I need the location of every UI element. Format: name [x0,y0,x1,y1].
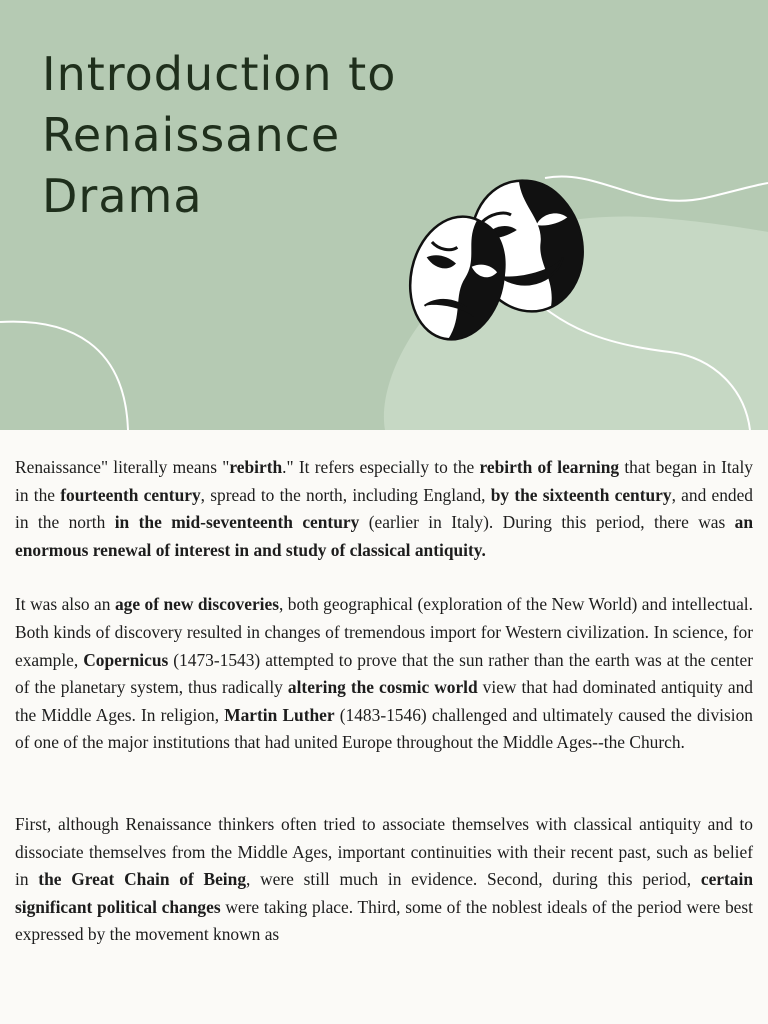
body-text: (1473-1543) attempted to prove that the sun rather than the earth was at the center of the planetary system, thus radically [15,649,753,698]
body-text: that began in Italy in the [15,457,754,505]
bold-text: by the sixteenth century [490,484,672,505]
title-line-2: Renaissance [42,108,341,162]
paragraph-3 [15,811,753,949]
page-title [42,44,396,227]
title-line-3: Drama [42,169,203,223]
bold-text: altering the cosmic world [287,677,478,698]
bold-text: fourteenth century [60,484,201,505]
bold-text: certain significant political changes [15,869,753,917]
article-body [0,430,768,949]
body-text: It was also an [15,594,115,615]
bold-text: the Great Chain of Being [38,869,247,890]
bold-text: Copernicus [83,649,169,670]
body-text: , both geographical (exploration of the New World) and intellectual. Both kinds of discovery resulted in changes of tremendous import for Western civilization. In science, for example, [15,594,753,670]
decorative-curve-left [0,322,128,430]
bold-text: age of new discoveries [114,594,279,615]
title-line-1: Introduction to [42,47,397,101]
bold-text: in the mid-seventeenth century [114,512,360,533]
body-text: First, although Renaissance thinkers often tried to associate themselves with classical antiquity and to dissociate themselves from the Middle Ages, important continuities with their recent past, such as belief in [15,813,753,890]
body-text: were taking place. Third, some of the noblest ideals of the period were best expressed by the movement known as [15,896,753,945]
header-banner [0,0,768,430]
paragraph-1 [15,454,753,564]
theater-masks-icon [405,178,590,348]
body-text: (1483-1546) challenged and ultimately caused the division of one of the major institutions that had united Europe throughout the Middle Ages--the Church. [15,704,754,753]
body-text: view that had dominated antiquity and the Middle Ages. In religion, [15,677,753,725]
body-text: (earlier in Italy). During this period, there was [359,512,735,533]
body-text: Renaissance" literally means " [15,457,230,477]
paragraph-2 [15,591,753,757]
body-text: , spread to the north, including England, [200,484,491,505]
bold-text: rebirth of learning [479,457,620,477]
body-text: , and ended in the north [15,484,754,533]
bold-text: rebirth [229,457,283,477]
bold-text: an enormous renewal of interest in and study of classical antiquity. [15,512,754,560]
body-text: , were still much in evidence. Second, during this period, [246,869,701,890]
body-text: ." It refers especially to the [282,457,480,477]
bold-text: Martin Luther [224,704,335,725]
